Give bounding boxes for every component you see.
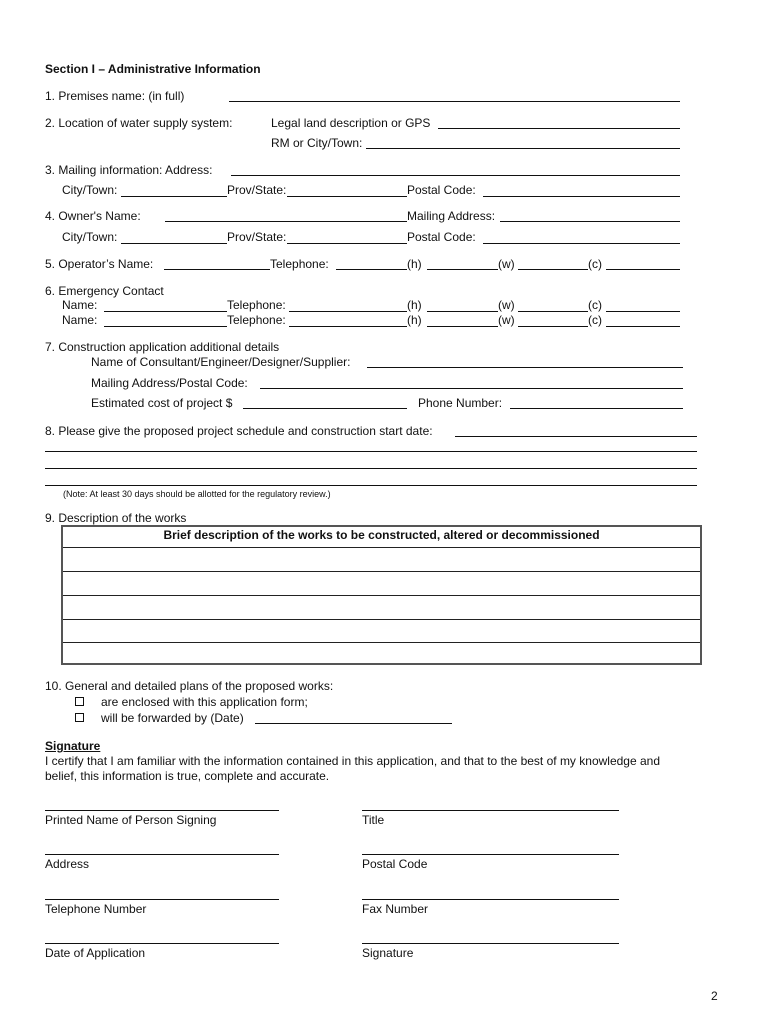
forwarded-checkbox[interactable] xyxy=(75,713,84,722)
printed-name-line[interactable] xyxy=(45,810,279,811)
q5-w-label: (w) xyxy=(498,257,515,271)
operator-name-field[interactable] xyxy=(164,269,270,270)
telephone-line[interactable] xyxy=(45,899,279,900)
phone-number-label: Phone Number: xyxy=(418,396,503,410)
enclosed-checkbox[interactable] xyxy=(75,697,84,706)
q8-note: (Note: At least 30 days should be allotted for the regulatory review.) xyxy=(63,489,331,499)
q6-name-label-1: Name: xyxy=(62,298,98,312)
q6-name-label-2: Name: xyxy=(62,313,98,327)
schedule-field-2[interactable] xyxy=(45,451,697,452)
q3-label: 3. Mailing information: Address: xyxy=(45,163,213,177)
owner-name-field[interactable] xyxy=(165,221,407,222)
signature-label: Signature xyxy=(362,946,414,960)
q6-telephone-label-2: Telephone: xyxy=(227,313,286,327)
table-row[interactable] xyxy=(63,596,700,620)
postal-code-label: Postal Code xyxy=(362,857,428,871)
q8-label: 8. Please give the proposed project schedule and construction start date: xyxy=(45,424,433,438)
premises-name-field[interactable] xyxy=(229,101,680,102)
owner-mailing-field[interactable] xyxy=(500,221,680,222)
legal-land-label: Legal land description or GPS xyxy=(271,116,431,130)
q3-city-label: City/Town: xyxy=(62,183,118,197)
schedule-field-3[interactable] xyxy=(45,468,697,469)
date-line[interactable] xyxy=(45,943,279,944)
q6-w-field-2[interactable] xyxy=(518,326,588,327)
q5-label: 5. Operator’s Name: xyxy=(45,257,154,271)
enclosed-label: are enclosed with this application form; xyxy=(101,695,308,709)
q6-w-label-2: (w) xyxy=(498,313,515,327)
q6-label: 6. Emergency Contact xyxy=(45,284,164,298)
q7-mailing-field[interactable] xyxy=(260,388,683,389)
q6-h-label-1: (h) xyxy=(407,298,422,312)
forwarded-label: will be forwarded by (Date) xyxy=(101,711,244,725)
q6-c-label-1: (c) xyxy=(588,298,602,312)
section-title: Section I – Administrative Information xyxy=(45,62,261,76)
q6-c-field-1[interactable] xyxy=(606,311,680,312)
title-label: Title xyxy=(362,813,385,827)
q4-city-label: City/Town: xyxy=(62,230,118,244)
q5-c-field[interactable] xyxy=(606,269,680,270)
table-row[interactable] xyxy=(63,572,700,596)
table-row[interactable] xyxy=(63,620,700,643)
q5-h-field[interactable] xyxy=(427,269,498,270)
q4-mailing-label: Mailing Address: xyxy=(407,209,496,223)
rm-city-label: RM or City/Town: xyxy=(271,136,363,150)
q7-label: 7. Construction application additional details xyxy=(45,340,280,354)
title-line[interactable] xyxy=(362,810,619,811)
phone-number-field[interactable] xyxy=(510,408,683,409)
q9-label: 9. Description of the works xyxy=(45,511,187,525)
forwarded-date-field[interactable] xyxy=(255,723,452,724)
q4-label: 4. Owner's Name: xyxy=(45,209,141,223)
telephone-label: Telephone Number xyxy=(45,902,147,916)
table-row[interactable] xyxy=(63,643,700,663)
q4-postal-label: Postal Code: xyxy=(407,230,476,244)
q6-telephone-field-1[interactable] xyxy=(289,311,407,312)
date-label: Date of Application xyxy=(45,946,146,960)
certify-line-2: belief, this information is true, complete and accurate. xyxy=(45,769,330,783)
q6-name-field-1[interactable] xyxy=(104,311,227,312)
consultant-field[interactable] xyxy=(367,367,683,368)
q6-name-field-2[interactable] xyxy=(104,326,227,327)
schedule-field-4[interactable] xyxy=(45,485,697,486)
q5-telephone-label: Telephone: xyxy=(270,257,329,271)
q6-h-field-1[interactable] xyxy=(427,311,498,312)
signature-line[interactable] xyxy=(362,943,619,944)
address-label: Address xyxy=(45,857,90,871)
q6-telephone-field-2[interactable] xyxy=(289,326,407,327)
fax-line[interactable] xyxy=(362,899,619,900)
q6-telephone-label-1: Telephone: xyxy=(227,298,286,312)
printed-name-label: Printed Name of Person Signing xyxy=(45,813,217,827)
postal-code-line[interactable] xyxy=(362,854,619,855)
q10-label: 10. General and detailed plans of the proposed works: xyxy=(45,679,334,693)
cost-label: Estimated cost of project $ xyxy=(91,396,233,410)
q4-prov-field[interactable] xyxy=(287,243,407,244)
q3-postal-field[interactable] xyxy=(483,196,680,197)
q7-mailing-label: Mailing Address/Postal Code: xyxy=(91,376,248,390)
q6-h-field-2[interactable] xyxy=(427,326,498,327)
certify-line-1: I certify that I am familiar with the information contained in this application, and that to the best of my knowledge and xyxy=(45,754,660,768)
q6-c-field-2[interactable] xyxy=(606,326,680,327)
q5-w-field[interactable] xyxy=(518,269,588,270)
signature-heading: Signature xyxy=(45,739,101,753)
q4-postal-field[interactable] xyxy=(483,243,680,244)
q6-w-label-1: (w) xyxy=(498,298,515,312)
rm-city-field[interactable] xyxy=(366,148,680,149)
q3-prov-label: Prov/State: xyxy=(227,183,287,197)
consultant-label: Name of Consultant/Engineer/Designer/Supplier: xyxy=(91,355,351,369)
q3-prov-field[interactable] xyxy=(287,196,407,197)
mailing-address-field[interactable] xyxy=(231,175,680,176)
q5-h-label: (h) xyxy=(407,257,422,271)
q6-w-field-1[interactable] xyxy=(518,311,588,312)
q5-c-label: (c) xyxy=(588,257,602,271)
q5-telephone-field[interactable] xyxy=(336,269,407,270)
q1-label: 1. Premises name: (in full) xyxy=(45,89,185,103)
cost-field[interactable] xyxy=(243,408,407,409)
q3-city-field[interactable] xyxy=(121,196,227,197)
q3-postal-label: Postal Code: xyxy=(407,183,476,197)
q4-city-field[interactable] xyxy=(121,243,227,244)
schedule-field-1[interactable] xyxy=(455,436,697,437)
q6-c-label-2: (c) xyxy=(588,313,602,327)
q4-prov-label: Prov/State: xyxy=(227,230,287,244)
table-header: Brief description of the works to be constructed, altered or decommissioned xyxy=(163,528,600,542)
q2-label: 2. Location of water supply system: xyxy=(45,116,233,130)
q6-h-label-2: (h) xyxy=(407,313,422,327)
works-description-table xyxy=(61,525,702,665)
table-row[interactable] xyxy=(63,548,700,572)
address-line[interactable] xyxy=(45,854,279,855)
page-number: 2 xyxy=(711,989,718,1003)
legal-land-field[interactable] xyxy=(438,128,680,129)
fax-label: Fax Number xyxy=(362,902,429,916)
table-header-row xyxy=(63,527,700,548)
